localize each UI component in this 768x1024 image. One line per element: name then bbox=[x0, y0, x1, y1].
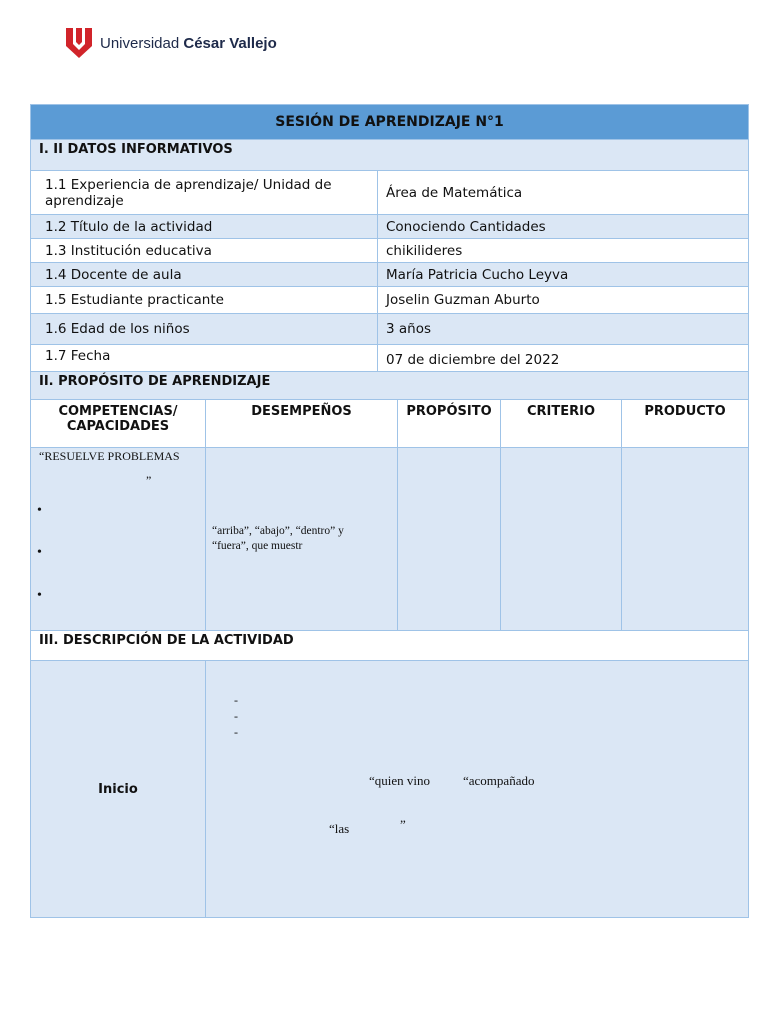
info-value: Joselin Guzman Aburto bbox=[378, 287, 749, 314]
session-title: SESIÓN DE APRENDIZAJE N°1 bbox=[31, 105, 749, 140]
info-label: 1.5 Estudiante practicante bbox=[31, 287, 378, 314]
info-value: Área de Matemática bbox=[378, 171, 749, 215]
info-value: chikilideres bbox=[378, 239, 749, 263]
bullet-item: • bbox=[37, 503, 42, 518]
dash-item: - bbox=[234, 725, 238, 739]
col-proposito: PROPÓSITO bbox=[398, 400, 501, 448]
info-value: 3 años bbox=[378, 314, 749, 345]
info-label: 1.1 Experiencia de aprendizaje/ Unidad de aprendizaje bbox=[31, 171, 378, 215]
section-proposito-heading: II. PROPÓSITO DE APRENDIZAJE bbox=[31, 372, 749, 400]
info-value: María Patricia Cucho Leyva bbox=[378, 263, 749, 287]
info-label: 1.7 Fecha bbox=[31, 345, 378, 372]
bullet-item: • bbox=[37, 545, 42, 560]
competencias-text: “RESUELVE PROBLEMAS bbox=[39, 449, 180, 463]
activity-text: “las bbox=[329, 821, 350, 836]
dash-item: - bbox=[234, 709, 238, 723]
info-value: Conociendo Cantidades bbox=[378, 215, 749, 239]
activity-text: “quien vino bbox=[369, 773, 431, 788]
criterio-cell bbox=[501, 448, 622, 631]
shield-logo-icon bbox=[66, 28, 92, 58]
university-logo bbox=[66, 28, 277, 58]
producto-cell bbox=[622, 448, 749, 631]
session-table bbox=[30, 104, 749, 918]
info-label: 1.3 Institución educativa bbox=[31, 239, 378, 263]
section-descripcion-heading: III. DESCRIPCIÓN DE LA ACTIVIDAD bbox=[31, 631, 749, 661]
phase-cell bbox=[31, 661, 206, 918]
proposito-cell bbox=[398, 448, 501, 631]
competencias-quote: ” bbox=[146, 473, 152, 487]
info-value: 07 de diciembre del 2022 bbox=[378, 345, 749, 372]
col-desempenos: DESEMPEÑOS bbox=[206, 400, 398, 448]
competencias-cell bbox=[31, 448, 206, 631]
info-label: 1.2 Título de la actividad bbox=[31, 215, 378, 239]
activity-text: ” bbox=[400, 817, 406, 832]
section-datos-heading: I. II DATOS INFORMATIVOS bbox=[31, 140, 749, 171]
col-criterio: CRITERIO bbox=[501, 400, 622, 448]
info-label: 1.4 Docente de aula bbox=[31, 263, 378, 287]
desempenos-cell bbox=[206, 448, 398, 631]
phase-label: Inicio bbox=[98, 781, 138, 797]
desempenos-text: “arriba”, “abajo”, “dentro” y “fuera”, que muestr bbox=[212, 525, 344, 552]
logo-text: Universidad César Vallejo bbox=[100, 34, 277, 52]
bullet-item: • bbox=[37, 588, 42, 603]
activity-text: “acompañado bbox=[463, 773, 535, 788]
activity-cell bbox=[206, 661, 749, 918]
col-competencias: COMPETENCIAS/ CAPACIDADES bbox=[31, 400, 206, 448]
dash-item: - bbox=[234, 693, 238, 707]
info-label: 1.6 Edad de los niños bbox=[31, 314, 378, 345]
col-producto: PRODUCTO bbox=[622, 400, 749, 448]
